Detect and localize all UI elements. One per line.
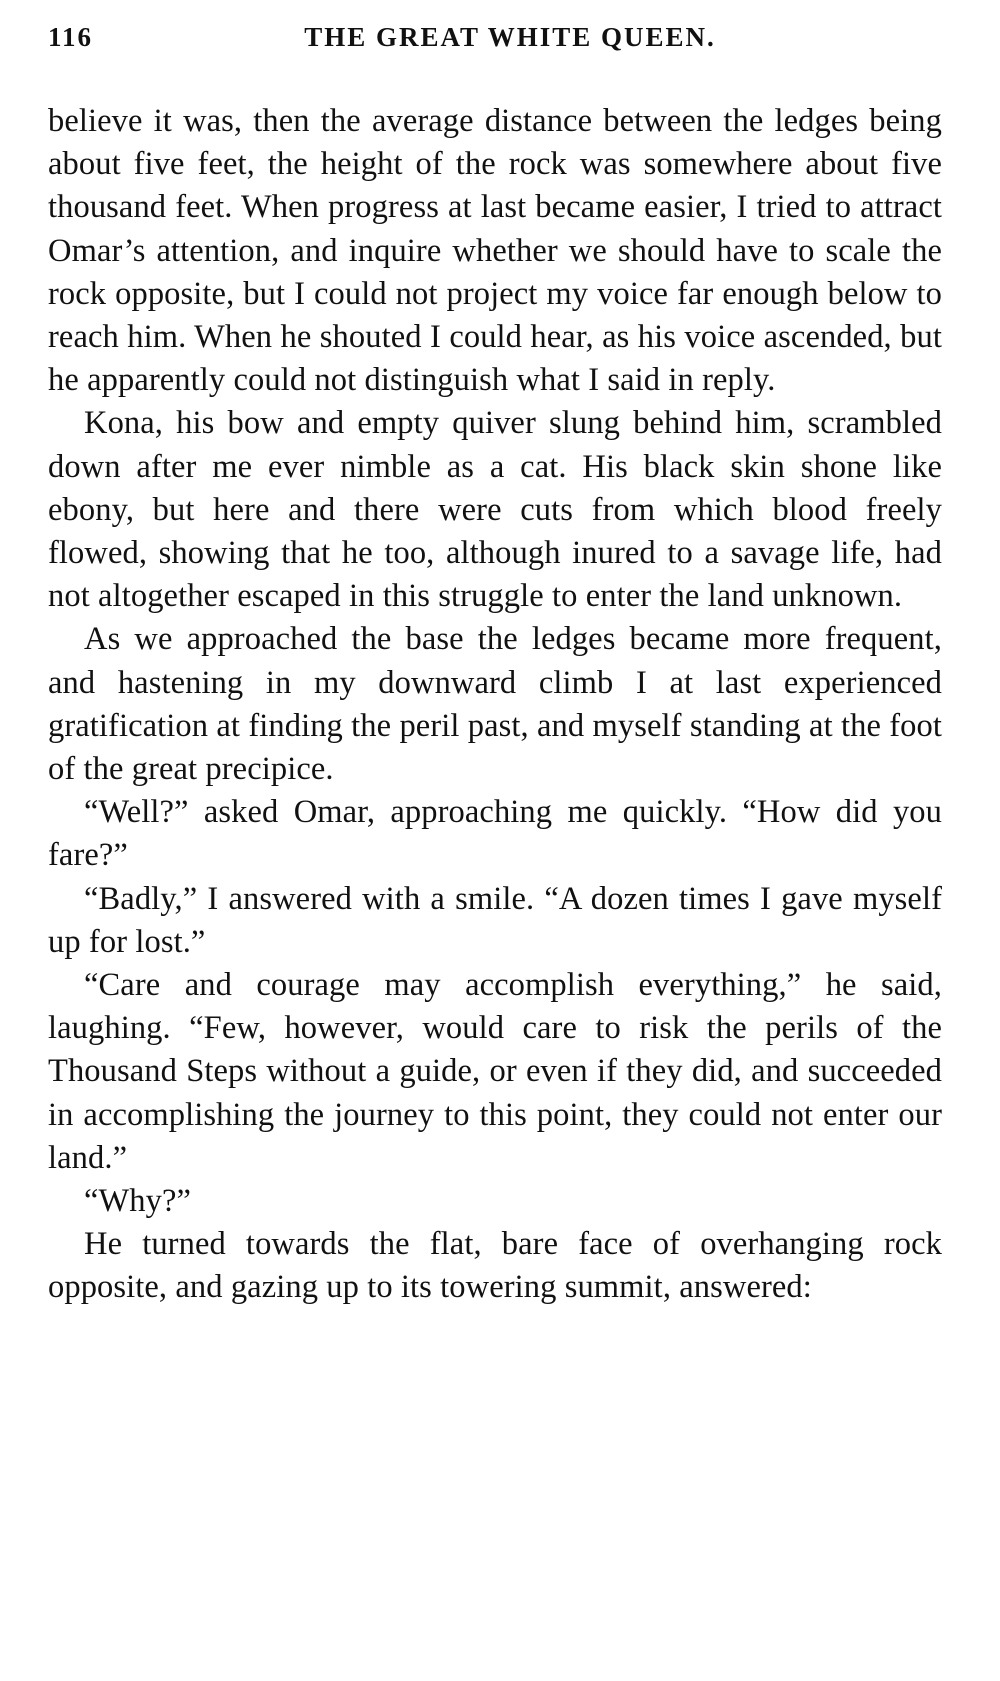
paragraph: “Well?” asked Omar, approaching me quickly. “How did you fare?” [48,794,942,874]
paragraph: “Why?” [84,1183,192,1220]
paragraph: believe it was, then the average distance between the ledges being about five feet, the height of the rock was somewhere about five thousand feet. When progress at last became easier, I tried to attract Omar’s attention, and inquire whether we should have to scale the rock opposite, but I could not project my voice far enough below to reach him. When he shouted I could hear, as his voice ascended, but he apparently could not distinguish what I said in reply. [48,103,942,399]
running-head [48,22,942,70]
page-number: 116 [48,22,94,52]
paragraph: As we approached the base the ledges became more frequent, and hastening in my downward climb I at last experienced gratification at finding the peril past, and myself standing at the foot of the great precipice. [48,621,942,788]
body-text [48,100,942,1310]
paragraph: “Care and courage may accomplish everything,” he said, laughing. “Few, however, would care to risk the perils of the Thousand Steps without a guide, or even if they did, and succeeded in accomplishing the journey to this point, they could not enter our land.” [48,967,942,1176]
paragraph: Kona, his bow and empty quiver slung behind him, scrambled down after me ever nimble as a cat. His black skin shone like ebony, but here and there were cuts from which blood freely flowed, showing that he too, although inured to a savage life, had not altogether escaped in this struggle to enter the land unknown. [48,405,942,615]
paragraph: “Badly,” I answered with a smile. “A dozen times I gave myself up for lost.” [48,880,942,960]
paragraph: He turned towards the flat, bare face of overhanging rock opposite, and gazing up to its towering summit, answered: [48,1226,942,1306]
running-title: THE GREAT WHITE QUEEN. [304,22,716,52]
